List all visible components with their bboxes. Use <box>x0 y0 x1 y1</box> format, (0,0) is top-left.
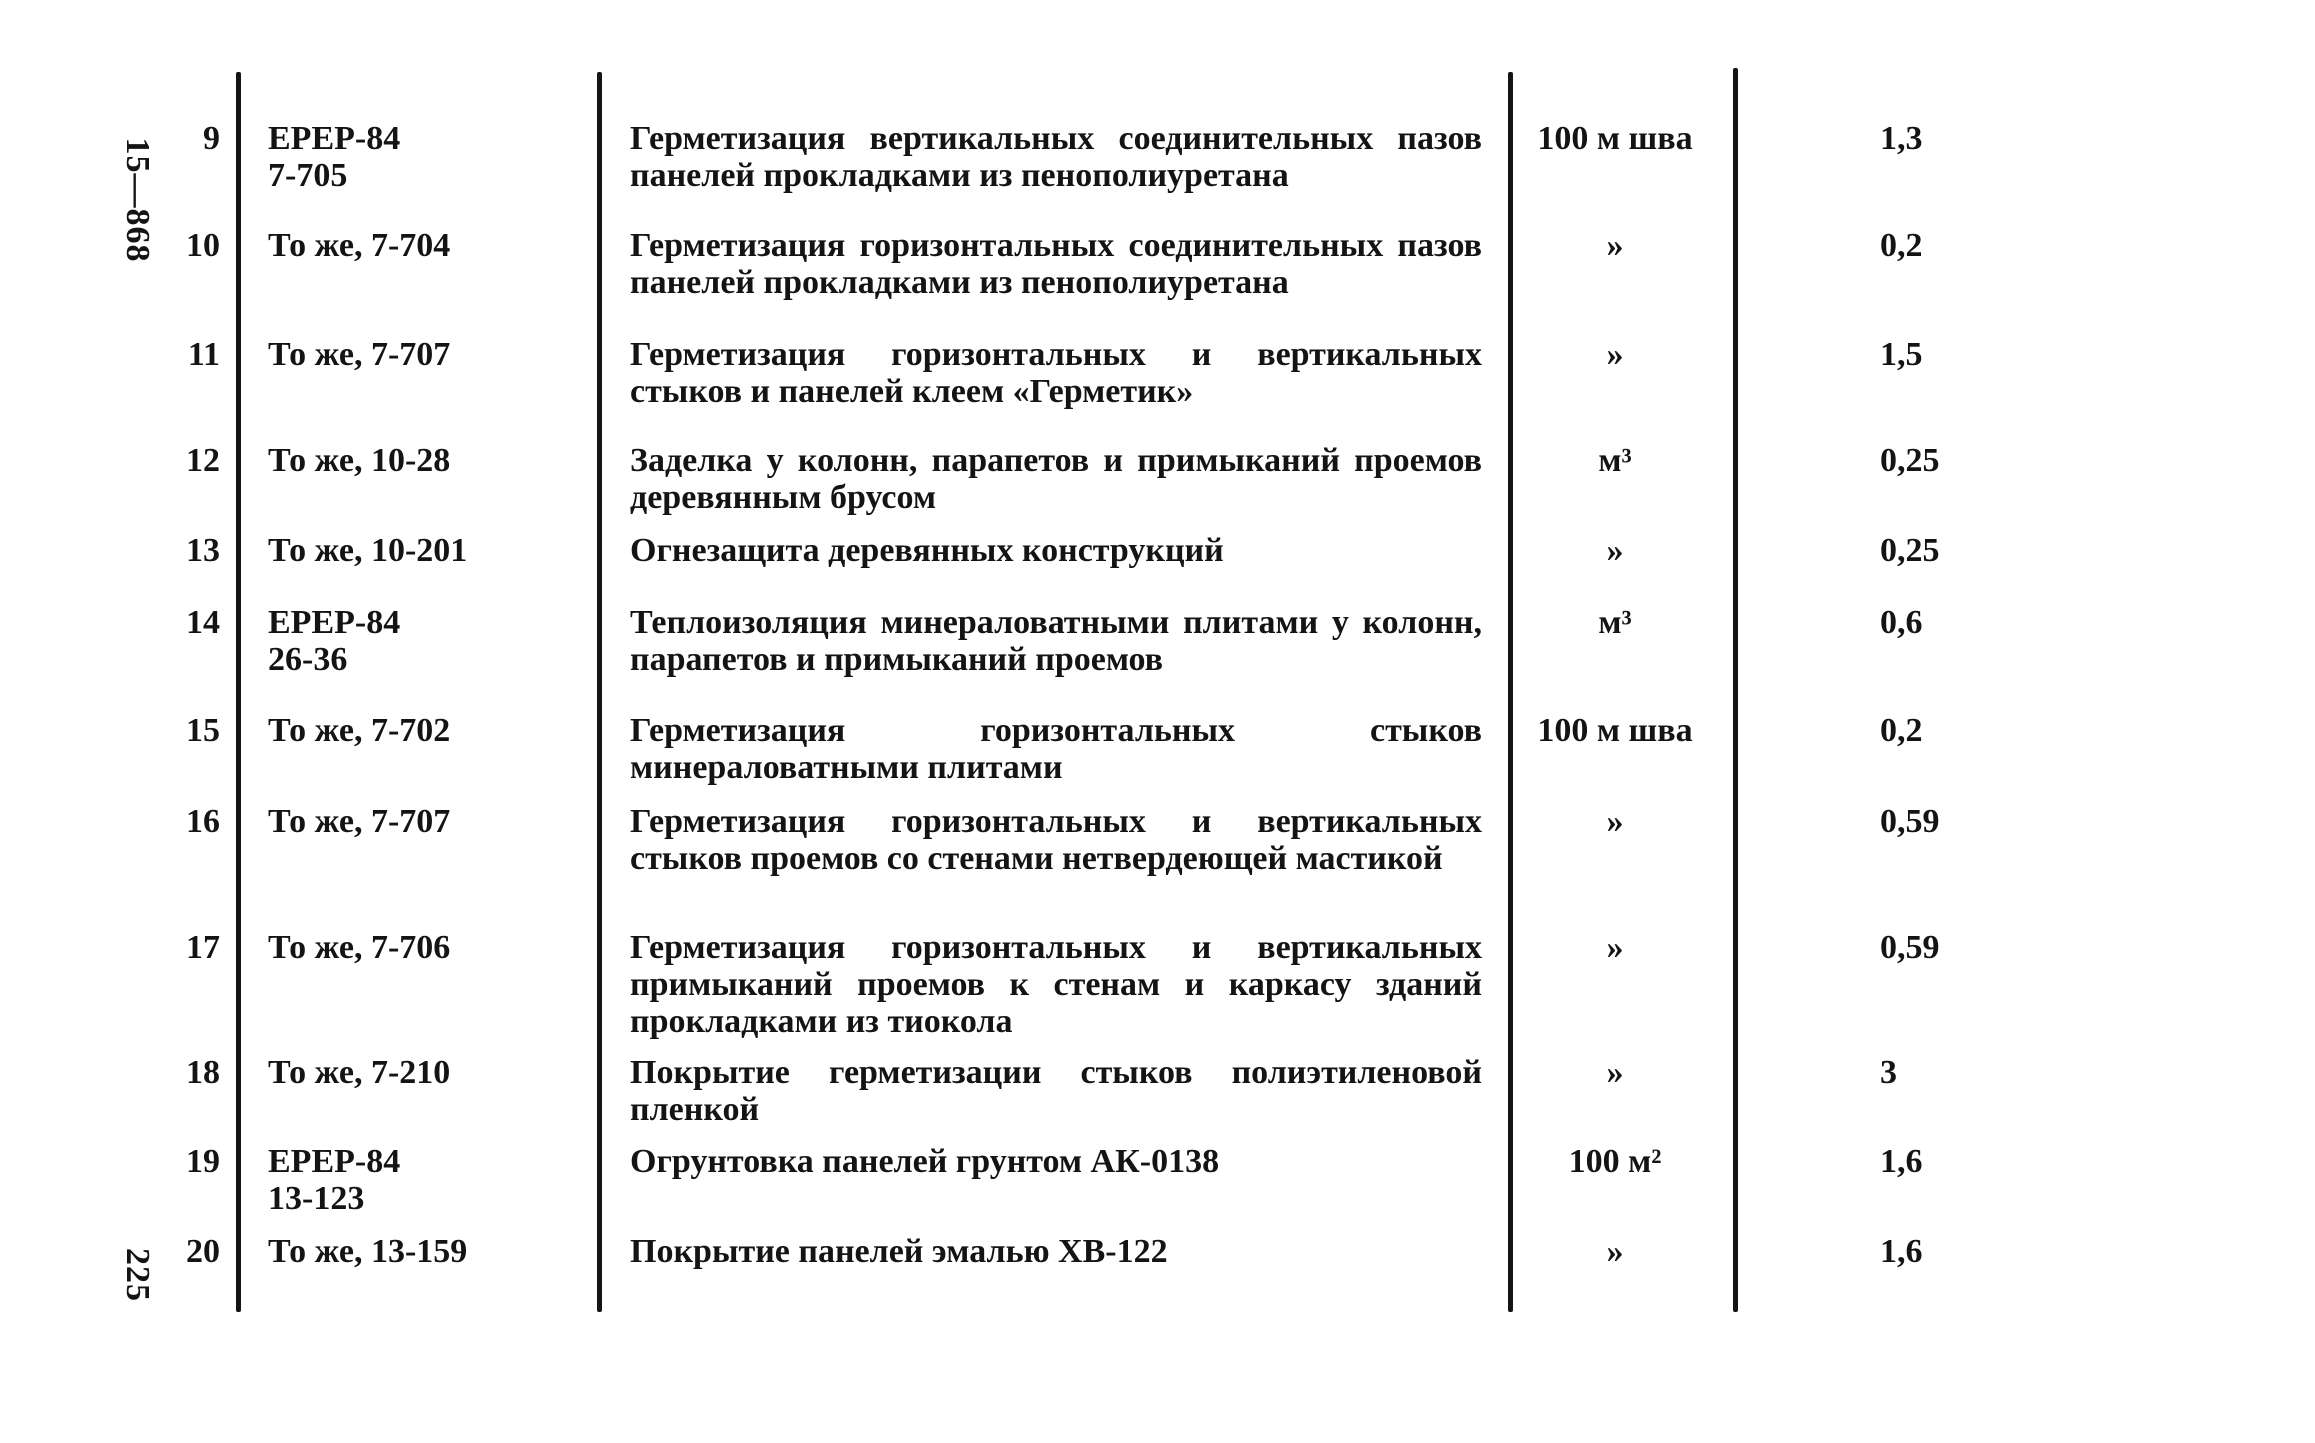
column-rule-4 <box>1733 68 1738 1312</box>
row-number: 19 <box>186 1143 220 1180</box>
quantity: 1,6 <box>1880 1233 1923 1270</box>
norm-code: То же, 10-28 <box>268 442 451 479</box>
row-number: 11 <box>187 336 220 373</box>
norm-code: То же, 7-702 <box>268 712 451 749</box>
quantity: 1,6 <box>1880 1143 1923 1180</box>
unit: » <box>1606 1054 1624 1091</box>
row-number: 10 <box>186 227 220 264</box>
unit: » <box>1606 803 1624 840</box>
row-number: 18 <box>186 1054 220 1091</box>
work-description: Герметизация горизонтальных и вертикальных стыков и панелей клеем «Герметик» <box>630 336 1482 410</box>
column-rule-1 <box>236 72 241 1312</box>
quantity: 1,5 <box>1880 336 1923 373</box>
row-number: 13 <box>186 532 220 569</box>
unit: » <box>1606 532 1624 569</box>
unit: 100 м шва <box>1537 120 1693 157</box>
work-description: Теплоизоляция минераловатными плитами у колонн, парапетов и примыканий проемов <box>630 604 1482 678</box>
quantity: 0,59 <box>1880 929 1940 966</box>
quantity: 0,6 <box>1880 604 1923 641</box>
norm-code: То же, 7-704 <box>268 227 451 264</box>
work-description: Герметизация горизонтальных соединительных пазов панелей прокладками из пенополиуретана <box>630 227 1482 301</box>
work-description: Герметизация горизонтальных стыков минераловатными плитами <box>630 712 1482 786</box>
norm-code: ЕРЕР-84 13-123 <box>268 1143 401 1217</box>
work-description: Герметизация горизонтальных и вертикальных примыканий проемов к стенам и каркасу зданий прокладками из тиокола <box>630 929 1482 1040</box>
norm-code: То же, 7-707 <box>268 803 451 840</box>
work-description: Герметизация горизонтальных и вертикальных стыков проемов со стенами нетвердеющей мастикой <box>630 803 1482 877</box>
quantity: 0,25 <box>1880 442 1940 479</box>
unit: » <box>1606 227 1624 264</box>
row-number: 9 <box>203 120 220 157</box>
norm-code: То же, 7-706 <box>268 929 451 966</box>
row-number: 20 <box>186 1233 220 1270</box>
work-description: Герметизация вертикальных соединительных пазов панелей прокладками из пенополиуретана <box>630 120 1482 194</box>
quantity: 0,25 <box>1880 532 1940 569</box>
quantity: 0,59 <box>1880 803 1940 840</box>
margin-label-page-number: 225 <box>119 1248 156 1302</box>
unit: 100 м шва <box>1537 712 1693 749</box>
unit: м³ <box>1598 442 1632 479</box>
norm-code: То же, 7-210 <box>268 1054 451 1091</box>
unit: » <box>1606 929 1624 966</box>
unit: » <box>1606 336 1624 373</box>
work-description: Покрытие панелей эмалью ХВ-122 <box>630 1233 1168 1270</box>
norm-code: ЕРЕР-84 7-705 <box>268 120 401 194</box>
column-rule-2 <box>597 72 602 1312</box>
norm-code: То же, 13-159 <box>268 1233 468 1270</box>
quantity: 0,2 <box>1880 712 1923 749</box>
quantity: 3 <box>1880 1054 1897 1091</box>
norm-code: То же, 10-201 <box>268 532 468 569</box>
work-description: Огнезащита деревянных конструкций <box>630 532 1224 569</box>
norm-code: То же, 7-707 <box>268 336 451 373</box>
quantity: 0,2 <box>1880 227 1923 264</box>
row-number: 15 <box>186 712 220 749</box>
unit: м³ <box>1598 604 1632 641</box>
norm-code: ЕРЕР-84 26-36 <box>268 604 401 678</box>
work-description: Огрунтовка панелей грунтом АК-0138 <box>630 1143 1220 1180</box>
row-number: 14 <box>186 604 220 641</box>
unit: » <box>1606 1233 1624 1270</box>
row-number: 12 <box>186 442 220 479</box>
row-number: 17 <box>186 929 220 966</box>
quantity: 1,3 <box>1880 120 1923 157</box>
row-number: 16 <box>186 803 220 840</box>
unit: 100 м² <box>1568 1143 1662 1180</box>
margin-label-top: 15—868 <box>119 137 156 263</box>
work-description: Покрытие герметизации стыков полиэтиленовой пленкой <box>630 1054 1482 1128</box>
work-description: Заделка у колонн, парапетов и примыканий проемов деревянным брусом <box>630 442 1482 516</box>
